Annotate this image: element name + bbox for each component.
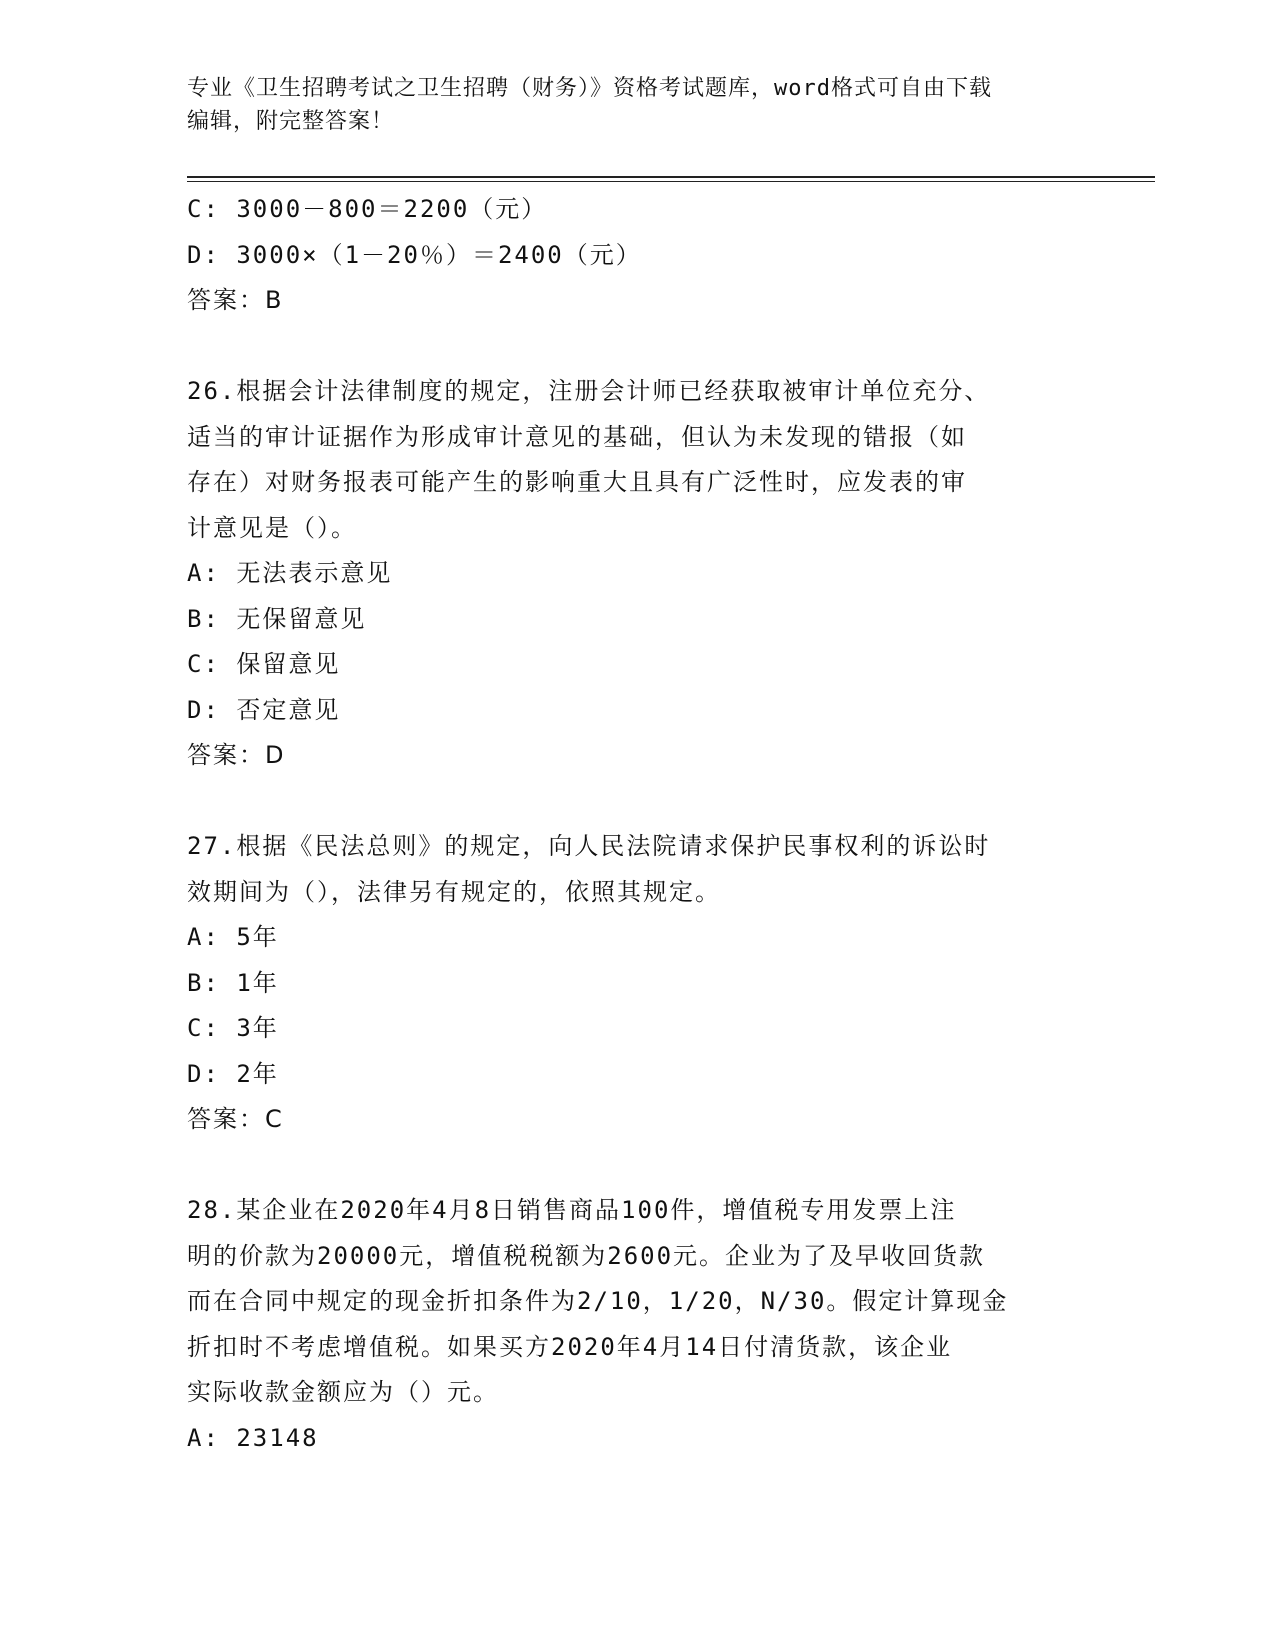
option-d: D: 否定意见 bbox=[187, 695, 341, 724]
question-text-line: 计意见是（）。 bbox=[187, 513, 357, 542]
spacer bbox=[187, 779, 1087, 825]
question-28 bbox=[187, 1188, 1087, 1461]
question-text-line: 明的价款为20000元，增值税税额为2600元。企业为了及早收回货款 bbox=[187, 1241, 986, 1270]
option-b: B: 无保留意见 bbox=[187, 604, 367, 633]
spacer bbox=[187, 1143, 1087, 1189]
question-content bbox=[187, 187, 1087, 1461]
spacer bbox=[187, 324, 1087, 370]
question-text-line: 28.某企业在2020年4月8日销售商品100件，增值税专用发票上注 bbox=[187, 1196, 957, 1224]
question-text-line: 存在）对财务报表可能产生的影响重大且具有广泛性时，应发表的审 bbox=[187, 468, 967, 496]
answer: 答案：C bbox=[187, 1105, 284, 1133]
option-c: C: 3年 bbox=[187, 1014, 279, 1042]
question-26 bbox=[187, 369, 1087, 779]
question-text-line: 而在合同中规定的现金折扣条件为2/10，1/20，N/30。假定计算现金 bbox=[187, 1287, 1009, 1315]
question-text-line: 折扣时不考虑增值税。如果买方2020年4月14日付清货款，该企业 bbox=[187, 1332, 953, 1361]
header-line-1: 专业《卫生招聘考试之卫生招聘（财务）》资格考试题库，word格式可自由下载 bbox=[187, 76, 992, 101]
option-a: A: 无法表示意见 bbox=[187, 559, 393, 587]
answer: 答案：B bbox=[187, 286, 284, 314]
page-header bbox=[187, 72, 1087, 138]
question-text-line: 26.根据会计法律制度的规定，注册会计师已经获取被审计单位充分、 bbox=[187, 377, 991, 405]
option-c: C: 3000－800＝2200（元） bbox=[187, 195, 548, 223]
question-text-line: 27.根据《民法总则》的规定，向人民法院请求保护民事权利的诉讼时 bbox=[187, 832, 991, 860]
header-divider-thick bbox=[187, 176, 1155, 178]
option-d: D: 3000×（1－20％）＝2400（元） bbox=[187, 240, 642, 269]
question-text-line: 适当的审计证据作为形成审计意见的基础，但认为未发现的错报（如 bbox=[187, 422, 967, 451]
answer: 答案：D bbox=[187, 741, 286, 769]
question-text-line: 实际收款金额应为（）元。 bbox=[187, 1378, 499, 1406]
option-b: B: 1年 bbox=[187, 968, 279, 997]
question-25-tail bbox=[187, 187, 1087, 324]
question-text-line: 效期间为（），法律另有规定的，依照其规定。 bbox=[187, 877, 721, 906]
option-c: C: 保留意见 bbox=[187, 650, 341, 678]
option-a: A: 5年 bbox=[187, 923, 279, 951]
option-d: D: 2年 bbox=[187, 1059, 279, 1088]
header-line-2: 编辑，附完整答案！ bbox=[187, 109, 395, 134]
option-a: A: 23148 bbox=[187, 1423, 319, 1452]
question-27 bbox=[187, 824, 1087, 1143]
header-divider-thin bbox=[187, 181, 1155, 182]
